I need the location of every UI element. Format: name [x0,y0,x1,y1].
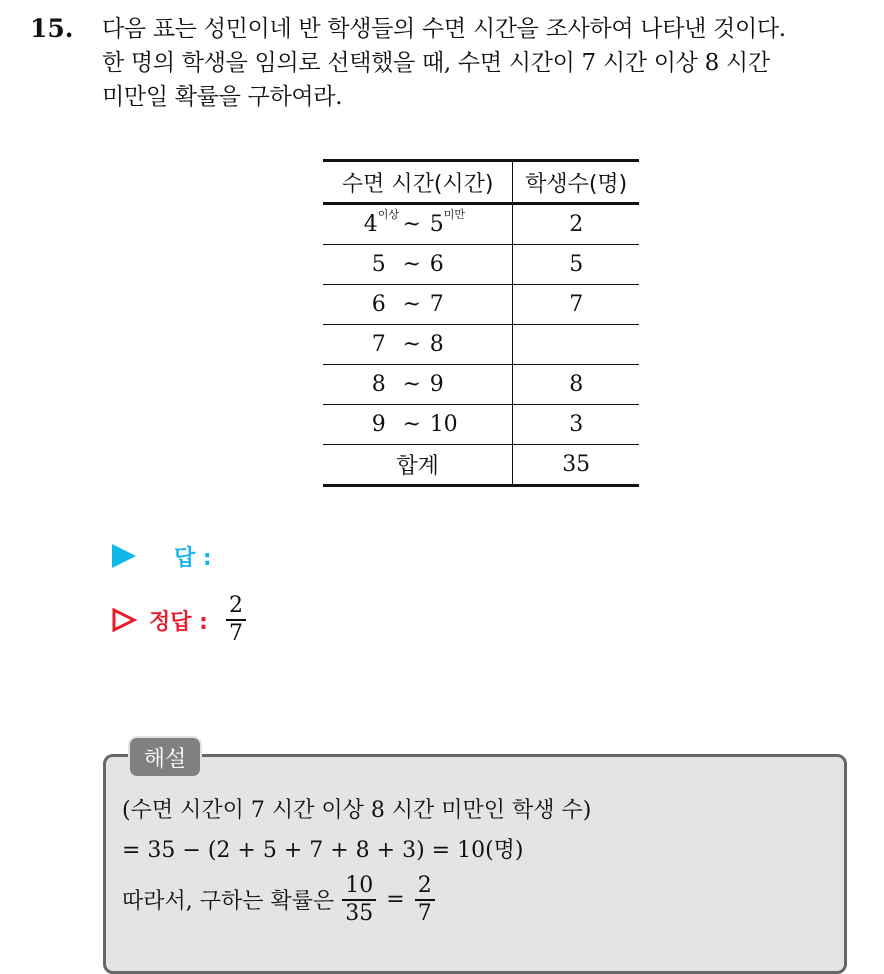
range-tilde: ~ [402,212,421,237]
problem-number: 15. [30,14,74,43]
total-label: 합계 [323,445,513,486]
range-tilde: ~ [402,412,421,437]
range-low: 8 [371,372,386,397]
fraction-numerator: 10 [345,873,374,898]
count-cell-empty [513,325,639,365]
explanation-line-3 [122,873,822,927]
range-low: 7 [371,332,386,357]
fraction-denominator: 7 [417,900,432,926]
answer-label: 답 : [174,545,212,571]
range-high: 9 [429,372,444,397]
range-high: 10 [429,412,458,437]
table-row [323,325,639,365]
range-cell [323,245,513,285]
range-tilde: ~ [402,332,421,357]
frequency-table [323,159,639,487]
explanation-line-3-prefix: 따라서, 구하는 확률은 [122,889,335,915]
question-text [102,12,872,114]
sleep-time-table [323,159,639,487]
table-row [323,405,639,445]
table-row [323,285,639,325]
correct-fraction [226,593,246,647]
correct-answer-row [111,588,246,652]
fraction-denominator: 7 [228,620,243,646]
table-header-row [323,161,639,204]
explanation-box [103,754,847,974]
range-low: $4^{이상}$ [363,208,399,237]
total-value: 35 [513,445,639,486]
range-high: 8 [429,332,444,357]
range-cell [323,365,513,405]
count-cell: 2 [513,204,639,245]
range-cell [323,285,513,325]
fraction-denominator: 35 [345,900,374,926]
table-row [323,204,639,245]
range-low-sup: 이상 [377,208,399,221]
count-cell: 8 [513,365,639,405]
table-total-row [323,445,639,486]
explanation-line-2: = 35 − (2 + 5 + 7 + 8 + 3) = 10(명) [122,838,524,863]
fraction-numerator: 2 [228,593,243,619]
table-row [323,245,639,285]
range-tilde: ~ [402,252,421,277]
range-high: 6 [429,252,444,277]
explanation-tag: 해설 [128,736,202,778]
explanation-line-1: (수면 시간이 7 시간 이상 8 시간 미만인 학생 수) [122,798,592,823]
count-cell: 5 [513,245,639,285]
table-row [323,365,639,405]
outline-triangle-icon [111,607,137,633]
header-student-count: 학생수(명) [513,161,639,204]
range-cell [323,204,513,245]
explanation-content [122,791,822,927]
play-triangle-icon [112,544,136,568]
range-high: 7 [429,292,444,317]
count-cell: 3 [513,405,639,445]
question-line-1: 다음 표는 성민이네 반 학생들의 수면 시간을 조사하여 나타낸 것이다. [102,16,786,42]
range-high: $5^{미만}$ [429,208,465,237]
range-cell [323,325,513,365]
range-low: 5 [371,252,386,277]
range-low: 9 [371,412,386,437]
explanation-fraction-2 [415,873,435,927]
fraction-numerator: 2 [417,873,432,898]
range-tilde: ~ [402,292,421,317]
explanation-fraction-1 [342,873,376,927]
answer-row [112,536,212,576]
question-line-3: 미만일 확률을 구하여라. [102,84,343,110]
range-high-sup: 미만 [443,208,465,221]
header-sleep-time: 수면 시간(시간) [323,161,513,204]
range-cell [323,405,513,445]
correct-label: 정답 : [149,609,208,635]
count-cell: 7 [513,285,639,325]
question-line-2: 한 명의 학생을 임의로 선택했을 때, 수면 시간이 7 시간 이상 8 시간 [102,50,770,76]
range-tilde: ~ [402,372,421,397]
equals-sign: = [386,887,405,913]
range-low: 6 [371,292,386,317]
